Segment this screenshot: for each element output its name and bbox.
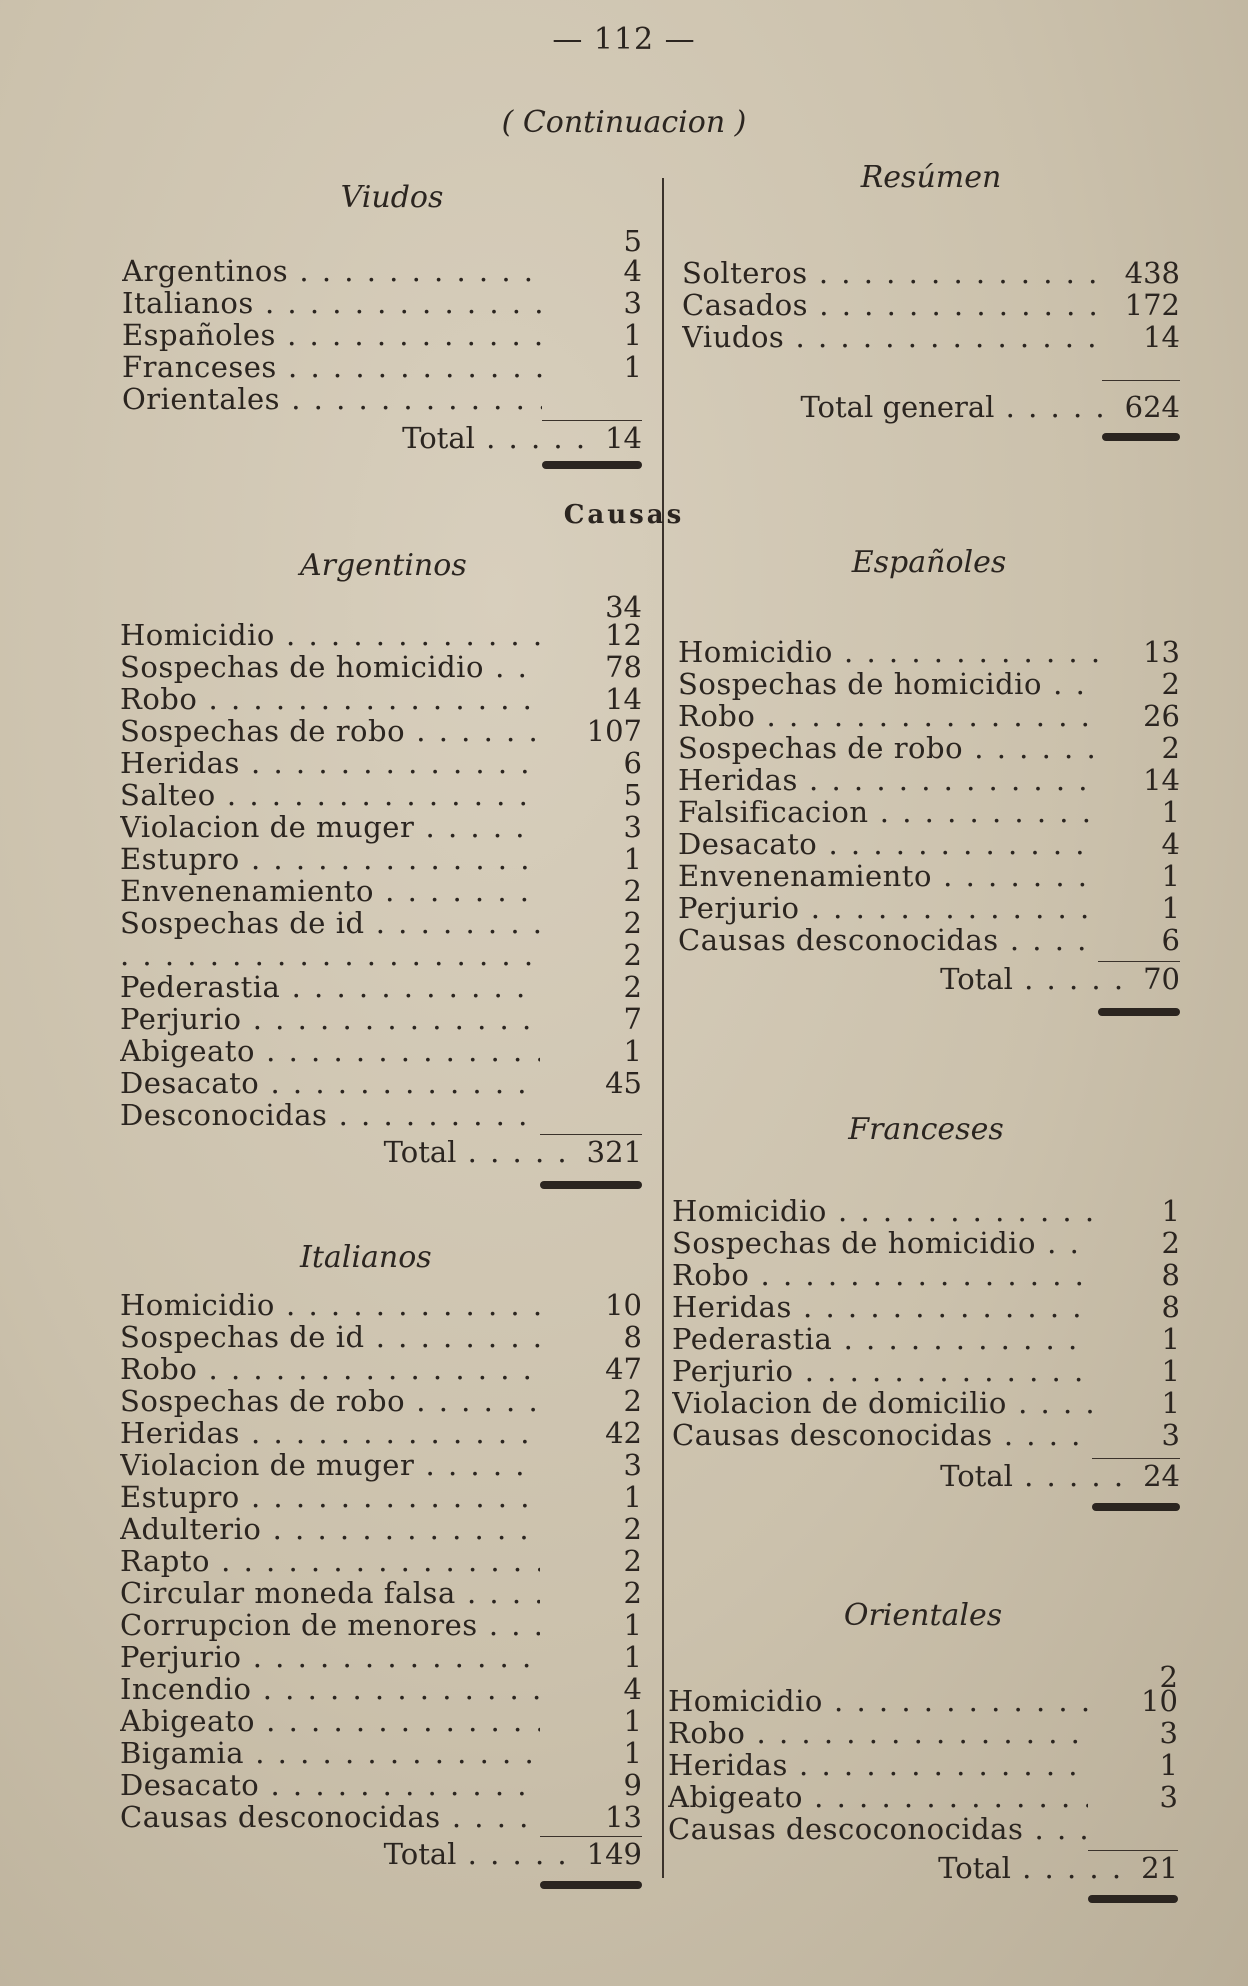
list-item [120, 1800, 642, 1832]
list-item [678, 827, 1180, 859]
list-item [120, 778, 642, 810]
list-item [120, 906, 642, 938]
list-item [120, 1416, 642, 1448]
list-item [668, 1716, 1178, 1748]
orientales-total-row [668, 1851, 1178, 1891]
row-label: Falsificacion . . . [678, 795, 1098, 829]
row-value: 3 [1159, 1716, 1178, 1750]
list-item [120, 810, 642, 842]
row-label: Sospechas de robo . . . [120, 1384, 540, 1418]
row-value: 2 [623, 1512, 642, 1546]
argentinos-section [120, 548, 642, 1189]
row-value: 1 [623, 350, 642, 384]
row-value: 2 [1161, 1226, 1180, 1260]
row-value: 6 [623, 746, 642, 780]
row-value: 8 [1161, 1290, 1180, 1324]
row-label: Violacion de muger . . . [120, 1448, 540, 1482]
row-label: Desacato . . . [678, 827, 1098, 861]
row-label: Robo . . . [672, 1258, 1092, 1292]
list-item [120, 618, 642, 650]
row-value: 1 [623, 1640, 642, 1674]
resumen-total-row [682, 381, 1180, 433]
row-label: Sospechas de homicidio . . . [672, 1226, 1092, 1260]
list-item [120, 746, 642, 778]
list-item [120, 1768, 642, 1800]
row-label: Sospechas de id . . . [120, 1320, 540, 1354]
list-item [120, 1576, 642, 1608]
row-label: Sospechas de robo . . . [120, 714, 540, 748]
list-item [672, 1418, 1180, 1450]
row-value: 2 [1161, 667, 1180, 701]
row-value: 1 [1161, 859, 1180, 893]
row-label: Causas desconocidas . . . [672, 1418, 1092, 1452]
row-label: Heridas . . . [668, 1748, 1088, 1782]
resumen-list [682, 256, 1180, 352]
list-item [668, 1780, 1178, 1812]
list-item [678, 699, 1180, 731]
row-value: 14 [605, 682, 642, 716]
row-value: 6 [1161, 923, 1180, 957]
row-label: Perjurio . . . [678, 891, 1098, 925]
row-value: 12 [605, 618, 642, 652]
list-item [120, 1002, 642, 1034]
total-double-rule [542, 461, 642, 469]
row-value: 7 [623, 1002, 642, 1036]
list-item [672, 1226, 1180, 1258]
list-item [120, 1608, 642, 1640]
row-value: 1 [1159, 1748, 1178, 1782]
espanoles-total-value: 70 [1143, 962, 1180, 996]
row-value: 10 [1141, 1684, 1178, 1718]
row-label: Abigeato . . . [120, 1704, 540, 1738]
list-item [120, 1098, 642, 1130]
list-item [120, 1512, 642, 1544]
row-label: Viudos . . . [682, 320, 1102, 354]
resumen-title: Resúmen [860, 160, 1002, 195]
row-value: 14 [1143, 763, 1180, 797]
total-label: Total . . . [672, 1459, 1143, 1493]
row-value: 107 [586, 714, 642, 748]
row-label: Robo . . . [120, 682, 540, 716]
row-label: Sospechas de homicidio . . . [120, 650, 540, 684]
row-value: 10 [605, 1288, 642, 1322]
list-item [120, 714, 642, 746]
row-label: Corrupcion de menores . . . [120, 1608, 540, 1642]
row-label: Heridas . . . [672, 1290, 1092, 1324]
row-value: 8 [623, 1320, 642, 1354]
row-label: Españoles . . . [122, 318, 542, 352]
list-item [678, 731, 1180, 763]
list-item [678, 635, 1180, 667]
orientales-first-value: 2 [1159, 1660, 1178, 1694]
total-label: Total general . . . [682, 390, 1125, 424]
orientales-title: Orientales [843, 1598, 1003, 1633]
row-label: Argentinos . . . [122, 254, 542, 288]
list-item [122, 318, 642, 350]
page-number: — 112 — [552, 22, 696, 57]
row-label: Circular moneda falsa . . . [120, 1576, 540, 1610]
list-item [678, 763, 1180, 795]
orientales-list [668, 1684, 1178, 1844]
italianos-section [120, 1240, 642, 1889]
row-label: Robo . . . [678, 699, 1098, 733]
row-value: 3 [1159, 1780, 1178, 1814]
list-item [672, 1322, 1180, 1354]
continuation-heading: ( Continuacion ) [501, 105, 747, 140]
list-item [120, 1352, 642, 1384]
argentinos-title: Argentinos [300, 548, 467, 583]
list-item [120, 1640, 642, 1672]
row-value: 1 [623, 842, 642, 876]
list-item [678, 859, 1180, 891]
list-item [120, 874, 642, 906]
espanoles-title: Españoles [851, 545, 1007, 580]
list-item [122, 350, 642, 382]
row-label: Desacato . . . [120, 1066, 540, 1100]
row-label: Casados . . . [682, 288, 1102, 322]
viudos-title: Viudos [340, 180, 444, 215]
row-value: 3 [623, 286, 642, 320]
list-item [672, 1194, 1180, 1226]
resumen-section [682, 160, 1180, 441]
row-label: Robo . . . [668, 1716, 1088, 1750]
franceses-section [672, 1112, 1180, 1511]
total-double-rule [540, 1881, 642, 1889]
row-value: 13 [605, 1800, 642, 1834]
argentinos-total-value: 321 [586, 1135, 642, 1169]
list-item [672, 1354, 1180, 1386]
italianos-list [120, 1288, 642, 1832]
row-label: Causas desconocidas . . . [120, 1800, 540, 1834]
row-value: 4 [623, 254, 642, 288]
list-item [120, 1544, 642, 1576]
list-item [678, 795, 1180, 827]
list-item [120, 1066, 642, 1098]
row-value: 3 [623, 810, 642, 844]
list-item [120, 682, 642, 714]
list-item [120, 1480, 642, 1512]
espanoles-section [678, 545, 1180, 1016]
list-item [120, 938, 642, 970]
franceses-total-row [672, 1459, 1180, 1499]
row-value: 13 [1143, 635, 1180, 669]
row-label: Sospechas de robo . . . [678, 731, 1098, 765]
row-value: 8 [1161, 1258, 1180, 1292]
row-value: 1 [1161, 1354, 1180, 1388]
column-divider [662, 178, 664, 1878]
row-label: Violacion de muger . . . [120, 810, 540, 844]
total-label: Total . . . [668, 1851, 1141, 1885]
row-label: Salteo . . . [120, 778, 540, 812]
row-value: 5 [623, 778, 642, 812]
row-value: 2 [623, 874, 642, 908]
list-item [678, 667, 1180, 699]
row-value: 2 [623, 1576, 642, 1610]
row-label: Rapto . . . [120, 1544, 540, 1578]
list-item [682, 288, 1180, 320]
row-value: 3 [1161, 1418, 1180, 1452]
list-item [668, 1684, 1178, 1716]
row-label: Abigeato . . . [668, 1780, 1088, 1814]
list-item [120, 1320, 642, 1352]
orientales-section [668, 1598, 1178, 1903]
row-label: Envenenamiento . . . [678, 859, 1098, 893]
list-item [672, 1258, 1180, 1290]
row-value: 2 [623, 1544, 642, 1578]
row-label: Homicidio . . . [678, 635, 1098, 669]
list-item [668, 1748, 1178, 1780]
argentinos-first-value: 34 [605, 590, 642, 624]
list-item [120, 842, 642, 874]
argentinos-first-value-row [120, 590, 642, 624]
list-item [122, 286, 642, 318]
list-item [678, 891, 1180, 923]
viudos-total-row [122, 421, 642, 461]
list-item [678, 923, 1180, 955]
total-label: Total . . . [120, 1135, 587, 1169]
row-value: 78 [605, 650, 642, 684]
row-value: 1 [1161, 891, 1180, 925]
row-value: 2 [623, 1384, 642, 1418]
list-item [120, 1672, 642, 1704]
row-label: Estupro . . . [120, 1480, 540, 1514]
list-item [120, 650, 642, 682]
row-value: 172 [1124, 288, 1180, 322]
row-value: 1 [623, 318, 642, 352]
total-double-rule [1098, 1008, 1180, 1016]
row-label: Estupro . . . [120, 842, 540, 876]
list-item [122, 382, 642, 414]
row-label: Violacion de domicilio . . . [672, 1386, 1092, 1420]
total-double-rule [1088, 1895, 1178, 1903]
row-label: Abigeato . . . [120, 1034, 540, 1068]
row-label: Sospechas de id . . . [120, 906, 540, 940]
viudos-section [122, 180, 642, 469]
row-label: Desacato . . . [120, 1768, 540, 1802]
espanoles-list [678, 635, 1180, 955]
row-value: 2 [1161, 731, 1180, 765]
list-item [120, 1288, 642, 1320]
row-label: Bigamia . . . [120, 1736, 540, 1770]
row-value: 1 [1161, 1386, 1180, 1420]
row-value: 1 [623, 1608, 642, 1642]
row-value: 1 [623, 1034, 642, 1068]
list-item [682, 320, 1180, 352]
row-label: Homicidio . . . [672, 1194, 1092, 1228]
total-double-rule [540, 1181, 642, 1189]
viudos-first-value-row [122, 224, 642, 258]
row-value: 438 [1124, 256, 1180, 290]
row-value: 1 [623, 1736, 642, 1770]
row-value: 42 [605, 1416, 642, 1450]
row-label: Pederastia . . . [672, 1322, 1092, 1356]
list-item [120, 1736, 642, 1768]
list-item [668, 1812, 1178, 1844]
row-label: Adulterio . . . [120, 1512, 540, 1546]
row-value: 47 [605, 1352, 642, 1386]
row-label: Heridas . . . [120, 746, 540, 780]
list-item [672, 1290, 1180, 1322]
total-label: Total . . . [120, 1837, 587, 1871]
viudos-first-value: 5 [623, 224, 642, 258]
row-value: 3 [623, 1448, 642, 1482]
row-label: Perjurio . . . [120, 1640, 540, 1674]
row-label: Franceses . . . [122, 350, 542, 384]
row-label: Heridas . . . [678, 763, 1098, 797]
total-label: Total . . . [122, 421, 605, 455]
list-item [120, 970, 642, 1002]
row-value: 45 [605, 1066, 642, 1100]
italianos-total-value: 149 [586, 1837, 642, 1871]
list-item [122, 254, 642, 286]
row-label: Pederastia . . . [120, 970, 540, 1004]
row-label: Perjurio . . . [672, 1354, 1092, 1388]
row-value: 9 [623, 1768, 642, 1802]
row-value: 2 [623, 906, 642, 940]
row-label: Robo . . . [120, 1352, 540, 1386]
row-label: Homicidio . . . [668, 1684, 1088, 1718]
row-label: Sospechas de homicidio . . . [678, 667, 1098, 701]
row-value: 4 [623, 1672, 642, 1706]
total-double-rule [1102, 433, 1180, 441]
row-label: Orientales . . . [122, 382, 542, 416]
row-value: 14 [1143, 320, 1180, 354]
argentinos-list [120, 618, 642, 1130]
row-label: Solteros . . . [682, 256, 1102, 290]
row-label: Incendio . . . [120, 1672, 540, 1706]
italianos-title: Italianos [300, 1240, 432, 1275]
row-value: 1 [1161, 795, 1180, 829]
list-item [120, 1384, 642, 1416]
list-item [120, 1448, 642, 1480]
list-item [672, 1386, 1180, 1418]
causas-heading: Causas [563, 500, 685, 530]
row-label: Perjurio . . . [120, 1002, 540, 1036]
argentinos-total-row [120, 1135, 642, 1175]
row-value: 1 [1161, 1194, 1180, 1228]
row-label: Causas descoconocidas . . . [668, 1812, 1088, 1846]
row-label: Italianos . . . [122, 286, 542, 320]
orientales-first-value-row [668, 1660, 1178, 1694]
row-label: Desconocidas . . . [120, 1098, 540, 1132]
viudos-total-value: 14 [605, 421, 642, 455]
row-value: 2 [623, 938, 642, 972]
resumen-total-value: 624 [1124, 390, 1180, 424]
franceses-list [672, 1194, 1180, 1450]
list-item [120, 1034, 642, 1066]
total-double-rule [1092, 1503, 1180, 1511]
franceses-total-value: 24 [1143, 1459, 1180, 1493]
row-label: Homicidio . . . [120, 1288, 540, 1322]
row-value: 26 [1143, 699, 1180, 733]
row-value: 1 [1161, 1322, 1180, 1356]
row-label: Envenenamiento . . . [120, 874, 540, 908]
orientales-total-value: 21 [1141, 1851, 1178, 1885]
franceses-title: Franceses [848, 1112, 1004, 1147]
row-value: 1 [623, 1704, 642, 1738]
total-label: Total . . . [678, 962, 1143, 996]
row-label: Homicidio . . . [120, 618, 540, 652]
list-item [682, 256, 1180, 288]
list-item [120, 1704, 642, 1736]
italianos-total-row [120, 1837, 642, 1877]
viudos-list [122, 254, 642, 414]
row-label: Heridas . . . [120, 1416, 540, 1450]
espanoles-total-row [678, 962, 1180, 1002]
row-value: 2 [623, 970, 642, 1004]
row-label [120, 938, 540, 972]
row-label: Causas desconocidas . . . [678, 923, 1098, 957]
row-value: 1 [623, 1480, 642, 1514]
row-value: 4 [1161, 827, 1180, 861]
